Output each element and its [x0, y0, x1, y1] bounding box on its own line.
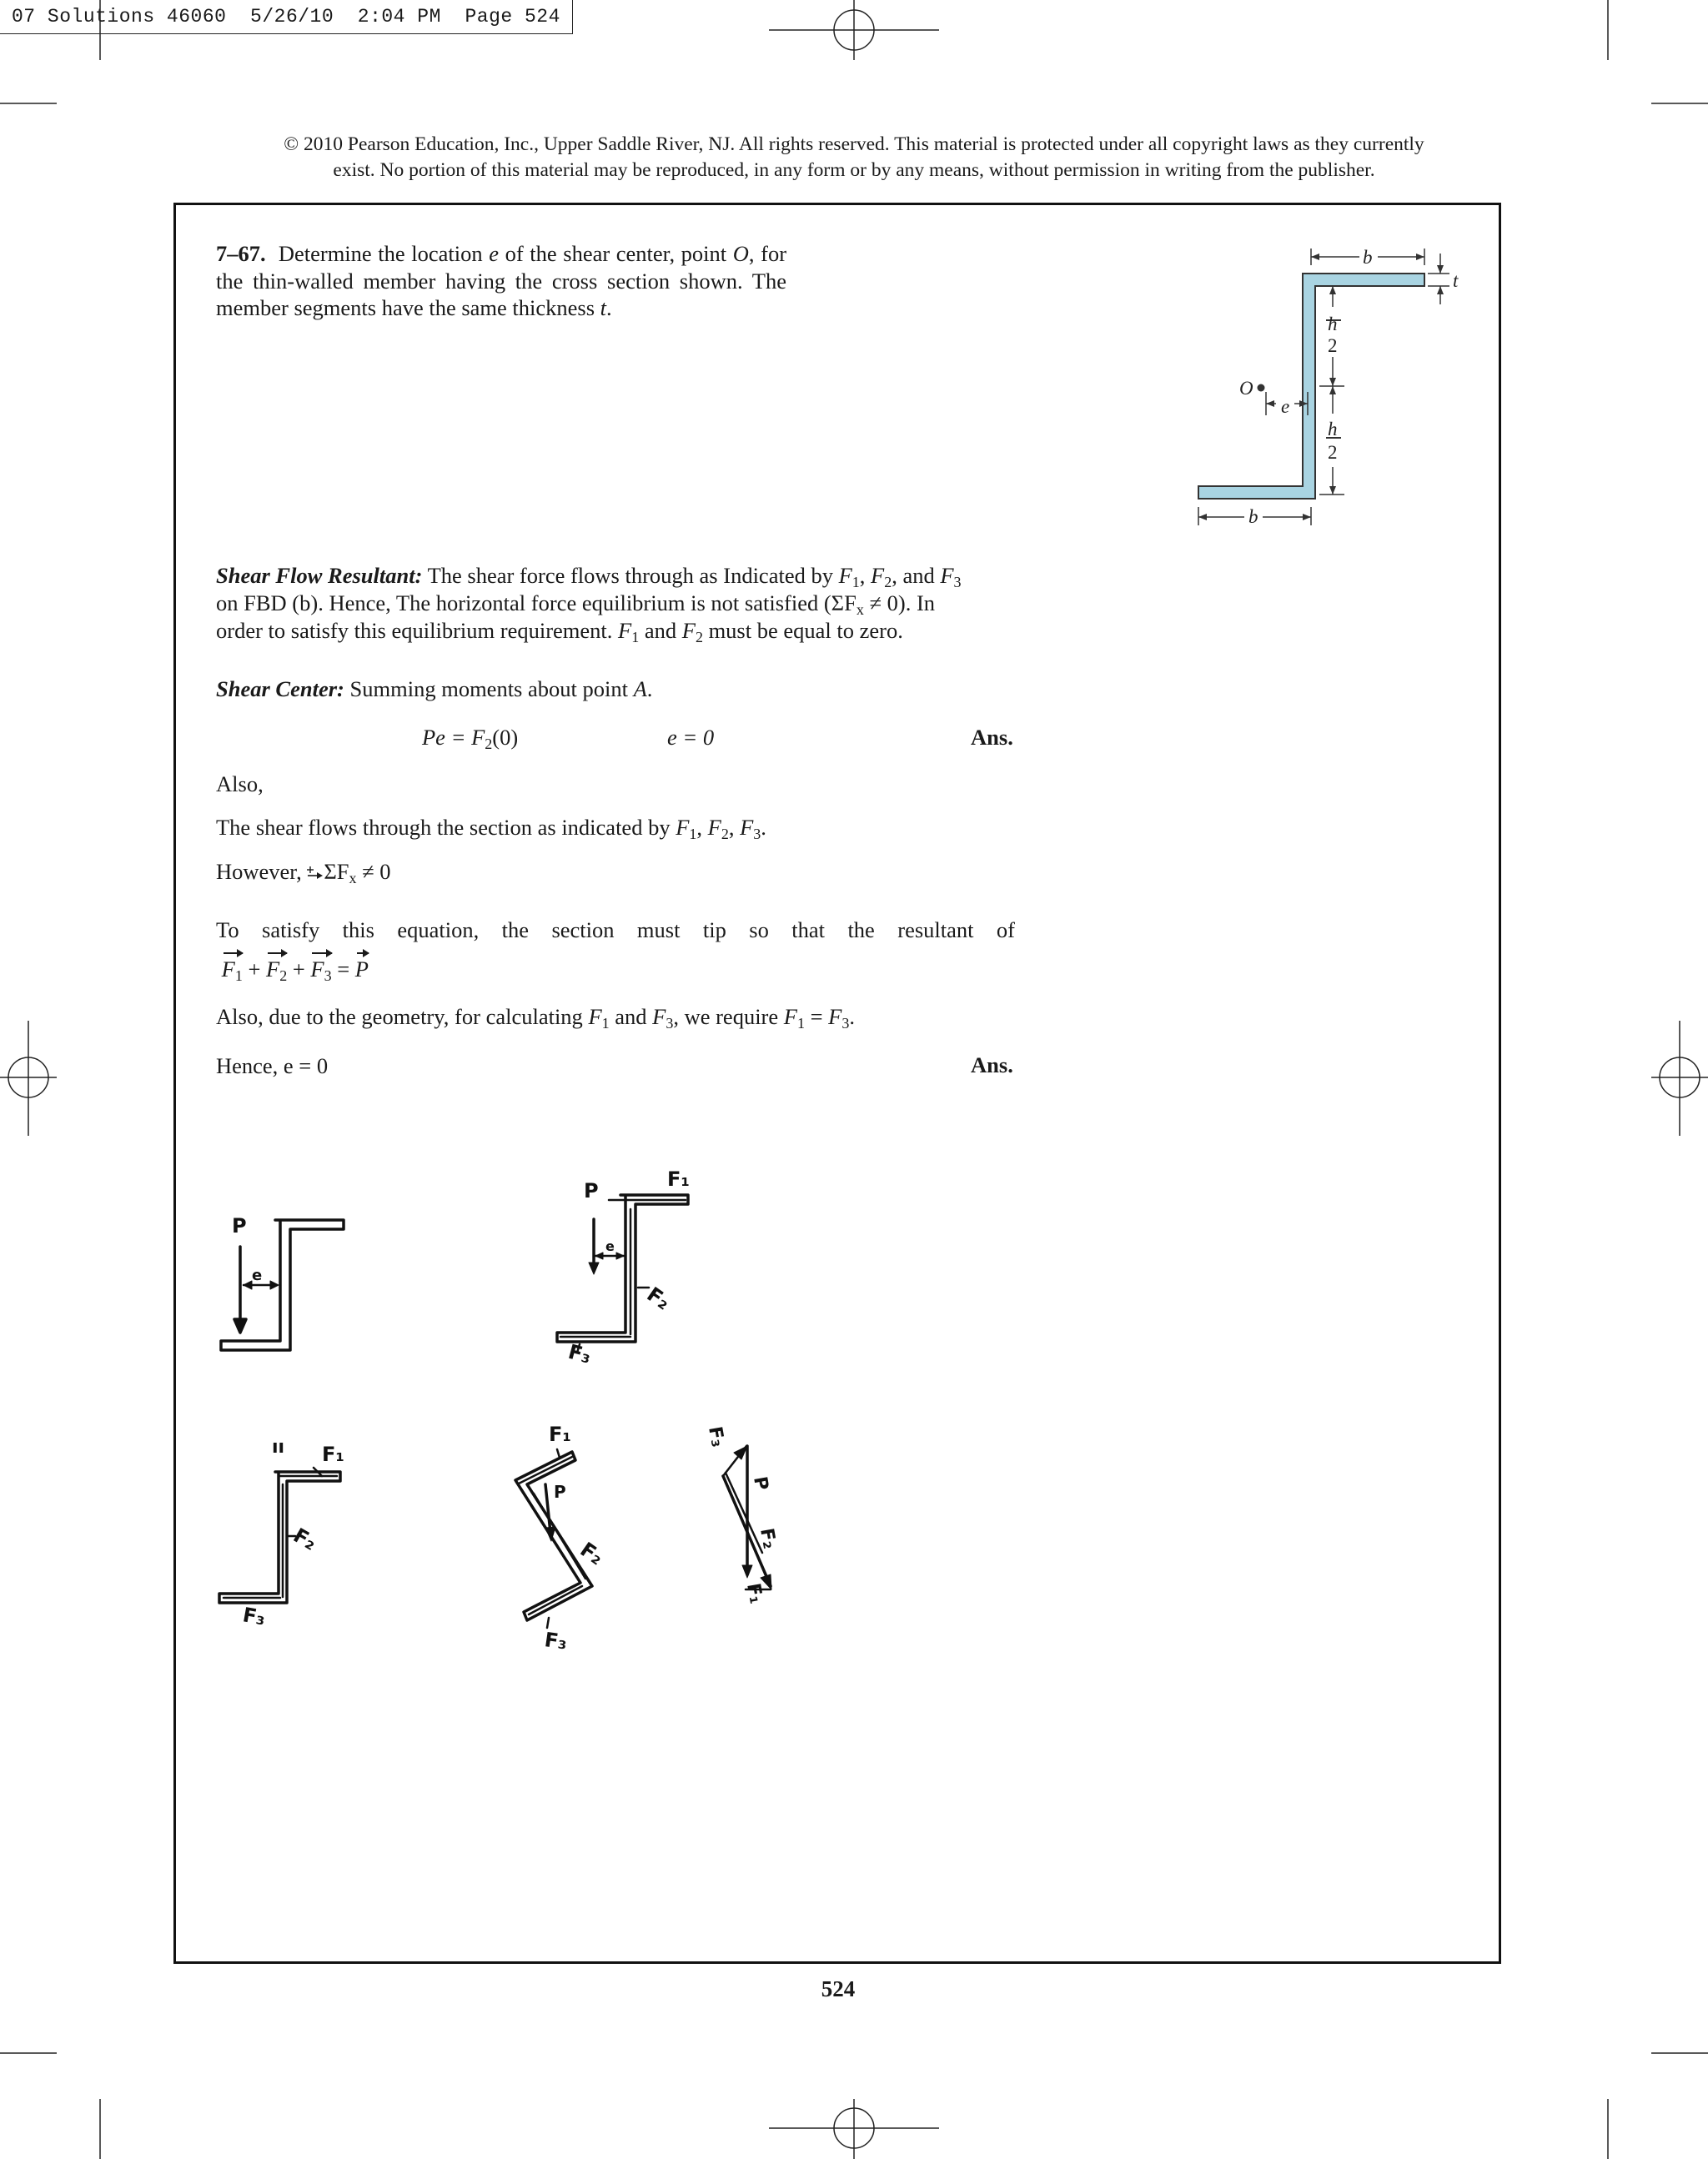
label-h-lower: h: [1328, 419, 1338, 439]
sketch-e: [723, 1446, 771, 1589]
however-neq: ≠ 0: [362, 859, 391, 884]
P-symbol: P: [354, 956, 369, 982]
problem-number: 7–67.: [216, 241, 266, 266]
eq1-left: Pe = F: [422, 725, 485, 750]
sketch-b: [557, 1195, 688, 1353]
page-number: 524: [821, 1976, 856, 2001]
label-h-upper: h: [1328, 314, 1338, 334]
sub-3: 3: [953, 574, 962, 590]
sub-1: 1: [851, 574, 860, 590]
however-word: However,: [216, 859, 302, 884]
shear-center-line: Shear Center: Summing moments about point A.: [216, 676, 653, 701]
sketch-c: [219, 1468, 340, 1603]
sub-x: x: [856, 601, 864, 618]
comma: ,: [696, 815, 703, 840]
sketch-a-P: P: [232, 1214, 247, 1238]
label-b-bottom: b: [1248, 506, 1258, 527]
sub-2: 2: [721, 826, 729, 842]
sketch-c-equals-mark: ıı: [272, 1437, 285, 1458]
label-e: e: [1281, 396, 1290, 417]
var-e: e: [489, 241, 499, 266]
comma: ,: [859, 563, 866, 588]
sketch-c-F2: F₂: [289, 1523, 321, 1555]
sketch-d-P: P: [554, 1482, 566, 1502]
label-b-top: b: [1363, 247, 1373, 268]
sub-3: 3: [666, 1015, 674, 1032]
flow-text-2: on FBD (b). Hence, The horizontal force equilibrium is not satisfied (ΣF: [216, 590, 857, 615]
sketch-c-F3: F₃: [240, 1603, 268, 1630]
sketch-e-P: P: [749, 1474, 772, 1492]
flow-text-4: order to satisfy this equilibrium requirement.: [216, 618, 613, 643]
hence-line: Hence, e = 0: [216, 1053, 329, 1078]
flow-text-5: must be equal to zero.: [708, 618, 903, 643]
sub-1: 1: [631, 629, 640, 645]
answer-label-1: Ans.: [971, 725, 1013, 750]
and-word: and: [902, 563, 935, 588]
sketch-b-F1: F₁: [667, 1167, 690, 1191]
statement-end: .: [606, 295, 612, 320]
flows-line: The shear flows through the section as indicated by $F_1$, $F_2$, $F_3$.: [216, 815, 766, 842]
shear-center-heading: Shear Center:: [216, 676, 344, 701]
comma: ,: [728, 815, 735, 840]
copyright-line-1: © 2010 Pearson Education, Inc., Upper Saddle River, NJ. All rights reserved. This material is protected under all copyright laws as they currently: [284, 133, 1424, 155]
and-word: and: [615, 1004, 647, 1029]
sub-2: 2: [279, 967, 288, 984]
equals: =: [810, 1004, 823, 1029]
sketch-a-e: e: [252, 1267, 263, 1284]
statement-part-a: Determine the location: [278, 241, 483, 266]
and-word: and: [644, 618, 677, 643]
F-symbol: F: [310, 956, 324, 982]
F-symbol: F: [266, 956, 280, 982]
F-symbol: F: [676, 815, 690, 840]
sketch-e-F3: F₃: [704, 1424, 728, 1449]
sketch-b-P: P: [584, 1179, 599, 1203]
F-symbol: F: [838, 563, 852, 588]
plus: +: [248, 956, 261, 982]
geometry-line: Also, due to the geometry, for calculating $F_1$ and $F_3$, we require $F_1 = F_3$.: [216, 1004, 855, 1032]
F-symbol: F: [707, 815, 721, 840]
sketch-e-F1: F₁: [742, 1581, 766, 1606]
sketch-b-F2: F₂: [642, 1282, 675, 1315]
sub-1: 1: [689, 826, 697, 842]
sub-2: 2: [884, 574, 892, 590]
sub-3: 3: [753, 826, 761, 842]
label-t: t: [1453, 270, 1459, 291]
sub-1: 1: [796, 1015, 805, 1032]
comma: ,: [892, 563, 897, 588]
printer-slug: 07 Solutions 46060 5/26/10 2:04 PM Page 524: [0, 0, 573, 34]
flow-text-3: ≠ 0). In: [869, 590, 936, 615]
tip-line: To satisfy this equation, the section must tip so that the resultant of: [216, 917, 1015, 942]
sketch-b-e: e: [605, 1238, 615, 1254]
sketch-d-F1: F₁: [549, 1423, 571, 1446]
however-eq: ΣF: [324, 859, 349, 884]
sketch-b-F3: F₃: [565, 1339, 594, 1368]
flow-text-1: The shear force flows through as Indicated by: [427, 563, 833, 588]
sketch-c-F1: F₁: [322, 1443, 344, 1466]
sketch-e-F2: F₂: [756, 1526, 780, 1551]
sub-1: 1: [234, 967, 243, 984]
sketch-d-F3: F₃: [543, 1628, 569, 1654]
also-line: Also,: [216, 771, 264, 796]
F-symbol: F: [740, 815, 754, 840]
F-symbol: F: [618, 618, 632, 643]
sub-3: 3: [841, 1015, 850, 1032]
F-symbol: F: [221, 956, 235, 982]
sub-x: x: [349, 870, 357, 886]
sketch-a: [221, 1220, 344, 1350]
F-symbol: F: [588, 1004, 602, 1029]
point-A: A: [633, 676, 647, 701]
sub-2: 2: [485, 736, 493, 752]
flows-text: The shear flows through the section as indicated by: [216, 815, 671, 840]
eq1-right: e = 0: [667, 725, 715, 750]
copyright-line-2: exist. No portion of this material may be reproduced, in any form or by any means, without permission in writing from the publisher.: [333, 159, 1375, 181]
label-2-lower: 2: [1328, 442, 1338, 463]
var-t: t: [600, 295, 607, 320]
F-symbol: F: [940, 563, 954, 588]
shear-flow-heading: Shear Flow Resultant:: [216, 563, 423, 588]
sub-3: 3: [324, 967, 332, 984]
answer-label-2: Ans.: [971, 1052, 1013, 1077]
equals: =: [337, 956, 350, 982]
F-symbol: F: [652, 1004, 666, 1029]
label-O: O: [1239, 378, 1253, 399]
F-symbol: F: [828, 1004, 842, 1029]
sub-1: 1: [601, 1015, 610, 1032]
sketch-d-F2: F₂: [575, 1537, 608, 1570]
F-symbol: F: [681, 618, 696, 643]
eq1-paren: (0): [492, 725, 519, 750]
statement-part-b: of the shear center, point: [505, 241, 727, 266]
sketch-d: [515, 1449, 592, 1628]
geom-text-2: , we require: [673, 1004, 779, 1029]
geom-text-1: Also, due to the geometry, for calculating: [216, 1004, 583, 1029]
F-symbol: F: [871, 563, 885, 588]
center-text: Summing moments about point: [349, 676, 628, 701]
F-symbol: F: [783, 1004, 797, 1029]
plus: +: [292, 956, 305, 982]
statement-part-c: , for the thin-walled member having the cross section shown. The member segments have the same thickness: [216, 241, 787, 320]
var-O: O: [732, 241, 749, 266]
label-2-upper: 2: [1328, 335, 1338, 356]
sub-2: 2: [695, 629, 703, 645]
